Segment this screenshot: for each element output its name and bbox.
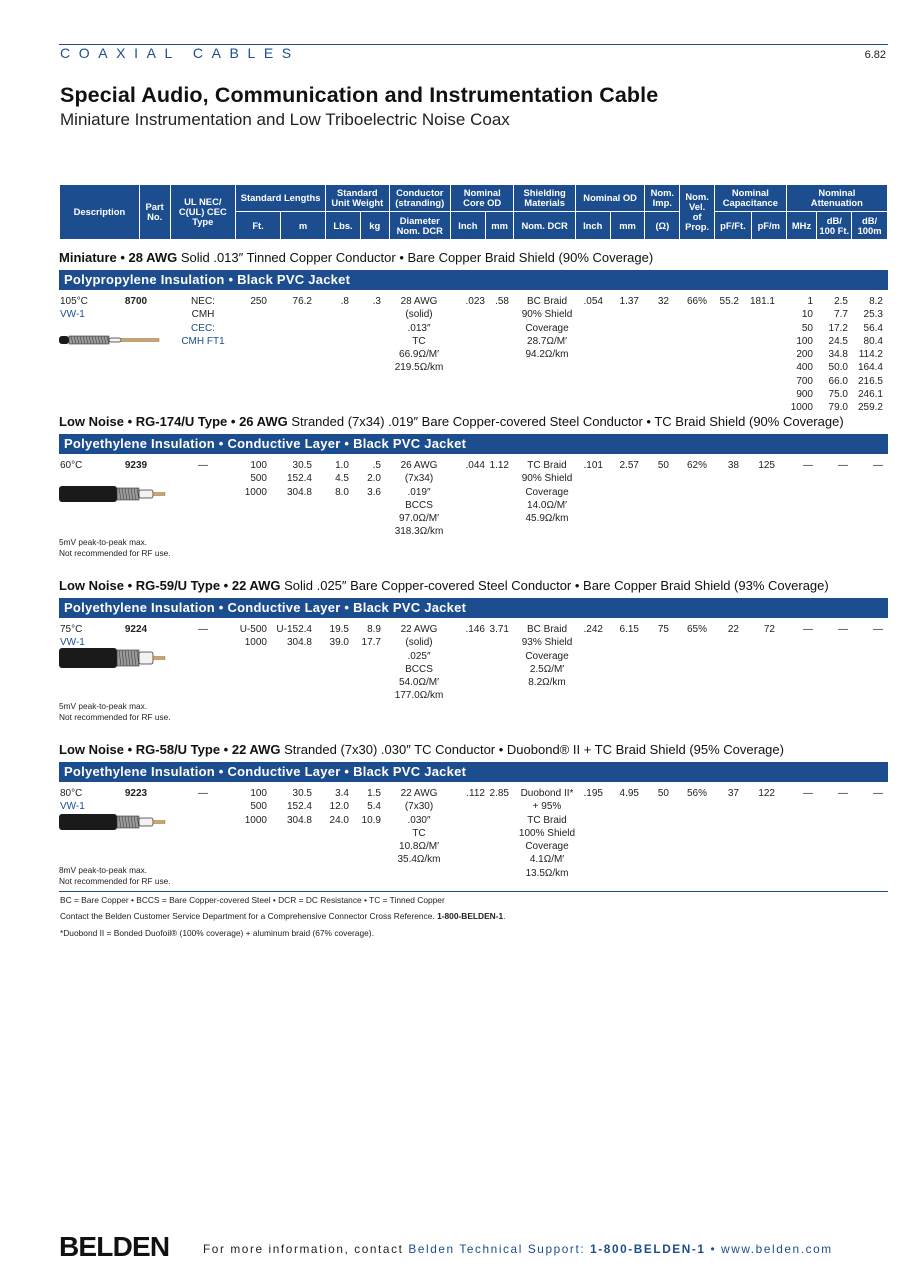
impedance: 75 <box>657 624 669 635</box>
section-label: COAXIAL CABLES <box>60 45 300 61</box>
belden-logo: BELDEN <box>59 1231 170 1262</box>
attenuation-db-100m: — <box>873 788 883 799</box>
cec-type: CEC: CMH FT1 <box>181 322 225 347</box>
temperature-rating: 105°C <box>60 296 88 307</box>
contact-footnote-end: . <box>503 911 506 921</box>
weight-kg: .3 <box>372 296 381 307</box>
col-pf-ft: pF/Ft. <box>715 212 752 240</box>
col-shield-dcr: Nom. DCR <box>514 212 575 240</box>
contact-footnote-phone: 1-800-BELDEN-1 <box>437 911 504 921</box>
capacitance-pf-ft: 22 <box>727 624 739 635</box>
section-heading-bold: Miniature • 28 AWG <box>59 250 178 265</box>
section-note: 5mV peak-to-peak max. Not recommended for RF use. <box>59 701 171 722</box>
insulation-bar: Polyethylene Insulation • Conductive Layer • Black PVC Jacket <box>59 434 888 454</box>
col-part-no: Part No. <box>139 185 170 240</box>
length-m: U-152.4 304.8 <box>276 624 312 649</box>
capacitance-pf-m: 125 <box>758 460 775 471</box>
col-m: m <box>281 212 326 240</box>
section-heading <box>59 414 844 429</box>
velocity: 66% <box>686 296 707 307</box>
coax-cable-icon <box>59 808 171 836</box>
footer-contact-prefix: For more information, contact <box>203 1242 409 1256</box>
velocity: 62% <box>686 460 707 471</box>
attenuation-db-100m: — <box>873 460 883 471</box>
abbreviations-footnote: BC = Bare Copper • BCCS = Bare Copper-covered Steel • DCR = DC Resistance • TC = Tinned Copper <box>60 895 445 905</box>
footer-contact <box>203 1242 833 1256</box>
col-conductor-diameter: Diameter Nom. DCR <box>389 212 450 240</box>
nec-type: NEC: CMH <box>191 296 215 321</box>
part-number: 9223 <box>124 788 148 799</box>
footer-contact-sep: • <box>705 1242 722 1256</box>
footer-contact-org: Belden Technical Support: <box>408 1242 591 1256</box>
temperature-rating: 80°C <box>60 788 83 799</box>
section-heading-bold: Low Noise • RG-174/U Type • 26 AWG <box>59 414 288 429</box>
footnote-rule <box>59 891 888 892</box>
attenuation-db-100ft: — <box>838 788 848 799</box>
col-nominal-core-od: Nominal Core OD <box>450 185 513 212</box>
shield-spec: BC Braid 90% Shield Coverage 28.7Ω/M′ 94.2Ω/km <box>521 296 573 361</box>
conductor-spec: 22 AWG (solid) .025″ BCCS 54.0Ω/M′ 177.0Ω/km <box>394 624 444 702</box>
col-nominal-od: Nominal OD <box>575 185 645 212</box>
col-shielding: Shielding Materials <box>514 185 575 212</box>
temperature-rating: 60°C <box>60 460 83 471</box>
attenuation-db-100ft: — <box>838 460 848 471</box>
weight-kg: .5 2.0 3.6 <box>367 460 381 498</box>
capacitance-pf-ft: 55.2 <box>719 296 739 307</box>
attenuation-db-100ft: 2.5 7.7 17.2 24.5 34.8 50.0 66.0 75.0 79.0 <box>828 296 848 414</box>
coax-cable-icon <box>59 644 171 672</box>
weight-kg: 1.5 5.4 10.9 <box>361 788 381 826</box>
capacitance-pf-m: 122 <box>758 788 775 799</box>
spec-table-header <box>59 184 888 240</box>
col-description: Description <box>60 185 140 240</box>
col-kg: kg <box>360 212 389 240</box>
section-heading-rest: Solid .025″ Bare Copper-covered Steel Conductor • Bare Copper Braid Shield (93% Coverage) <box>280 578 829 593</box>
conductor-spec: 28 AWG (solid) .013″ TC 66.9Ω/M′ 219.5Ω/km <box>394 296 444 374</box>
section-heading-rest: Stranded (7x30) .030″ TC Conductor • Duobond® II + TC Braid Shield (95% Coverage) <box>280 742 784 757</box>
cable-image <box>59 644 171 677</box>
ul-nec-type <box>171 623 235 636</box>
weight-kg: 8.9 17.7 <box>361 624 381 649</box>
od-mm: 4.95 <box>619 788 639 799</box>
od-mm: 6.15 <box>619 624 639 635</box>
attenuation-mhz: — <box>803 460 813 471</box>
col-conductor: Conductor (stranding) <box>389 185 450 212</box>
temperature-rating: 75°C <box>60 624 83 635</box>
length-m: 30.5 152.4 304.8 <box>286 460 312 498</box>
col-ul-nec: UL NEC/ C(UL) CEC Type <box>170 185 236 240</box>
part-number: 9239 <box>124 460 148 471</box>
od-inch: .054 <box>583 296 603 307</box>
col-nom-imp: Nom. Imp. <box>645 185 680 212</box>
capacitance-pf-m: 72 <box>763 624 775 635</box>
insulation-bar: Polyethylene Insulation • Conductive Layer • Black PVC Jacket <box>59 598 888 618</box>
description-cell <box>60 459 82 472</box>
attenuation-db-100ft: — <box>838 624 848 635</box>
coax-cable-icon <box>59 480 171 508</box>
col-nominal-attenuation: Nominal Attenuation <box>786 185 887 212</box>
length-ft: 100 500 1000 <box>244 788 267 826</box>
col-db-100ft: dB/ 100 Ft. <box>817 212 852 240</box>
part-number: 9224 <box>124 624 148 635</box>
od-inch: .101 <box>583 460 603 471</box>
footer-contact-phone: 1-800-BELDEN-1 <box>590 1242 706 1256</box>
ul-nec-type <box>171 295 235 348</box>
conductor-spec: 22 AWG (7x30) .030″ TC 10.8Ω/M′ 35.4Ω/km <box>397 788 441 866</box>
core-od-mm: 1.12 <box>489 460 509 471</box>
od-inch: .242 <box>583 624 603 635</box>
col-imp-unit: (Ω) <box>645 212 680 240</box>
core-od-inch: .112 <box>466 788 485 799</box>
nec-type: — <box>198 624 208 635</box>
attenuation-db-100m: 8.2 25.3 56.4 80.4 114.2 164.4 216.5 246.1 259.2 <box>857 296 883 414</box>
section-heading <box>59 742 784 757</box>
page-title: Special Audio, Communication and Instrumentation Cable <box>60 83 659 107</box>
cable-image <box>59 480 171 513</box>
col-core-mm: mm <box>485 212 514 240</box>
attenuation-mhz: 1 10 50 100 200 400 700 900 1000 <box>790 296 813 414</box>
col-od-inch: Inch <box>575 212 610 240</box>
capacitance-pf-ft: 38 <box>727 460 739 471</box>
length-m: 76.2 <box>292 296 312 307</box>
nec-type: — <box>198 460 208 471</box>
page-number: 6.82 <box>864 49 886 61</box>
contact-footnote-text: Contact the Belden Customer Service Department for a Comprehensive Connector Cross Reference. <box>60 911 438 921</box>
nec-type: — <box>198 788 208 799</box>
velocity: 65% <box>686 624 707 635</box>
attenuation-db-100m: — <box>873 624 883 635</box>
length-ft: 100 500 1000 <box>244 460 267 498</box>
flame-rating: VW-1 <box>60 801 85 813</box>
col-lbs: Lbs. <box>326 212 361 240</box>
flame-rating: VW-1 <box>60 637 85 649</box>
col-nominal-capacitance: Nominal Capacitance <box>715 185 787 212</box>
length-m: 30.5 152.4 304.8 <box>286 788 312 826</box>
flame-rating: VW-1 <box>60 309 85 321</box>
od-mm: 2.57 <box>619 460 639 471</box>
length-ft: U-500 1000 <box>239 624 267 649</box>
core-od-inch: .044 <box>465 460 485 471</box>
core-od-mm: 3.71 <box>489 624 509 635</box>
col-standard-unit-weight: Standard Unit Weight <box>326 185 389 212</box>
col-od-mm: mm <box>610 212 645 240</box>
duobond-footnote: *Duobond II = Bonded Duofoil® (100% coverage) + aluminum braid (67% coverage). <box>60 928 374 938</box>
ul-nec-type <box>171 787 235 800</box>
cable-image <box>59 808 171 841</box>
section-heading <box>59 250 653 265</box>
core-od-mm: .58 <box>495 296 509 307</box>
ul-nec-type <box>171 459 235 472</box>
section-note: 5mV peak-to-peak max. Not recommended for RF use. <box>59 537 171 558</box>
section-heading-bold: Low Noise • RG-58/U Type • 22 AWG <box>59 742 281 757</box>
core-od-inch: .146 <box>465 624 485 635</box>
attenuation-mhz: — <box>803 788 813 799</box>
shield-spec: TC Braid 90% Shield Coverage 14.0Ω/M′ 45.9Ω/km <box>521 460 573 525</box>
col-pf-m: pF/m <box>751 212 786 240</box>
weight-lbs: 19.5 39.0 <box>329 624 349 649</box>
od-mm: 1.37 <box>619 296 639 307</box>
part-number: 8700 <box>124 296 148 307</box>
attenuation-mhz: — <box>803 624 813 635</box>
shield-spec: Duobond II* + 95% TC Braid 100% Shield Coverage 4.1Ω/M′ 13.5Ω/km <box>518 788 576 879</box>
shield-spec: BC Braid 93% Shield Coverage 2.5Ω/M′ 8.2Ω/km <box>521 624 573 689</box>
weight-lbs: .8 <box>340 296 349 307</box>
section-heading-bold: Low Noise • RG-59/U Type • 22 AWG <box>59 578 281 593</box>
footer-contact-web[interactable]: www.belden.com <box>721 1242 833 1256</box>
section-heading <box>59 578 829 593</box>
section-heading-rest: Solid .013″ Tinned Copper Conductor • Bare Copper Braid Shield (90% Coverage) <box>177 250 654 265</box>
core-od-inch: .023 <box>465 296 485 307</box>
capacitance-pf-m: 181.1 <box>749 296 775 307</box>
col-standard-lengths: Standard Lengths <box>236 185 326 212</box>
insulation-bar: Polypropylene Insulation • Black PVC Jacket <box>59 270 888 290</box>
section-note: 8mV peak-to-peak max. Not recommended for RF use. <box>59 865 171 886</box>
col-db-100m: dB/ 100m <box>852 212 888 240</box>
core-od-mm: 2.85 <box>489 788 509 799</box>
coax-cable-icon <box>59 326 171 354</box>
capacitance-pf-ft: 37 <box>727 788 739 799</box>
conductor-spec: 26 AWG (7x34) .019″ BCCS 97.0Ω/M′ 318.3Ω/km <box>394 460 444 538</box>
weight-lbs: 3.4 12.0 24.0 <box>329 788 349 826</box>
contact-footnote <box>60 911 505 921</box>
impedance: 50 <box>657 460 669 471</box>
page-subtitle: Miniature Instrumentation and Low Triboelectric Noise Coax <box>60 110 510 129</box>
cable-image <box>59 326 171 359</box>
col-ft: Ft. <box>236 212 281 240</box>
insulation-bar: Polyethylene Insulation • Conductive Layer • Black PVC Jacket <box>59 762 888 782</box>
velocity: 56% <box>686 788 707 799</box>
impedance: 50 <box>657 788 669 799</box>
section-heading-rest: Stranded (7x34) .019″ Bare Copper-covered Steel Conductor • TC Braid Shield (90% Coverage) <box>287 414 844 429</box>
impedance: 32 <box>657 296 669 307</box>
weight-lbs: 1.0 4.5 8.0 <box>335 460 349 498</box>
description-cell <box>60 295 88 322</box>
col-core-inch: Inch <box>450 212 485 240</box>
od-inch: .195 <box>583 788 603 799</box>
length-ft: 250 <box>250 296 267 307</box>
col-nom-vel: Nom. Vel. of Prop. <box>680 185 715 240</box>
col-mhz: MHz <box>786 212 817 240</box>
